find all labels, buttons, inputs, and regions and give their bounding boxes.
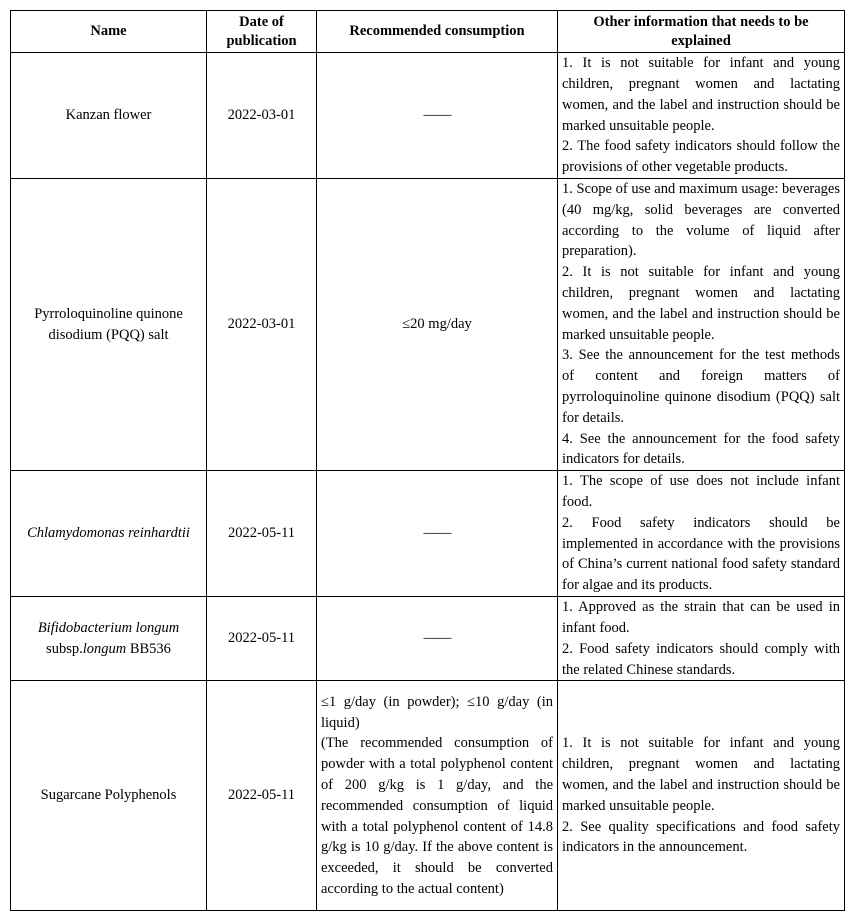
cell-date: 2022-05-11 <box>207 681 317 911</box>
info-item: 3. See the announcement for the test methods of content and foreign matters of pyrroloquinoline quinone disodium (PQQ) salt for details. <box>562 347 840 426</box>
cell-consumption <box>317 681 558 911</box>
consumption-line: (The recommended consumption of powder with a total polyphenol content of 200 g/kg is 1 g/day, and the recommended consumption of liquid with a total polyphenol content of 14.8 g/kg is 10 g/day. If the above content is exceeded, it should be converted according to the actual content) <box>321 735 553 898</box>
table-row <box>11 179 845 471</box>
info-item: 2. Food safety indicators should comply with the related Chinese standards. <box>562 640 840 678</box>
name-text: subsp. <box>46 640 83 657</box>
name-text: BB536 <box>126 640 171 657</box>
info-item: 1. It is not suitable for infant and young children, pregnant women and lactating women, and the label and instruction should be marked unsuitable people. <box>562 735 840 814</box>
name-text: Sugarcane Polyphenols <box>40 787 177 804</box>
info-item: 1. The scope of use does not include infant food. <box>562 473 840 511</box>
name-text: Kanzan flower <box>65 107 152 124</box>
name-text: Chlamydomonas reinhardtii <box>27 525 190 542</box>
cell-name <box>11 471 207 597</box>
cell-name <box>11 179 207 471</box>
table-row <box>11 681 845 911</box>
cell-name <box>11 53 207 179</box>
cell-date: 2022-03-01 <box>207 53 317 179</box>
cell-name <box>11 597 207 681</box>
cell-date: 2022-05-11 <box>207 597 317 681</box>
table-row <box>11 53 845 179</box>
name-text: Pyrroloquinoline quinone disodium (PQQ) salt <box>34 305 183 343</box>
header-other-info: Other information that needs to be explained <box>558 11 845 53</box>
consumption-line: ≤1 g/day (in powder); ≤10 g/day (in liquid) <box>321 693 553 731</box>
table-row <box>11 471 845 597</box>
header-name: Name <box>11 11 207 53</box>
info-item: 2. See quality specifications and food safety indicators in the announcement. <box>562 818 840 856</box>
cell-date: 2022-03-01 <box>207 179 317 471</box>
novel-food-table <box>10 10 845 911</box>
header-consumption: Recommended consumption <box>317 11 558 53</box>
info-item: 4. See the announcement for the food safety indicators for details. <box>562 430 840 468</box>
cell-name <box>11 681 207 911</box>
cell-consumption <box>317 53 558 179</box>
info-item: 2. It is not suitable for infant and young children, pregnant women and lactating women, and the label and instruction should be marked unsuitable people. <box>562 264 840 343</box>
dash-placeholder: —— <box>423 107 451 124</box>
info-item: 1. Scope of use and maximum usage: beverages (40 mg/kg, solid beverages are converted according to the volume of liquid after preparation). <box>562 181 840 260</box>
info-item: 2. The food safety indicators should follow the provisions of other vegetable products. <box>562 138 840 176</box>
cell-other-info <box>558 681 845 911</box>
cell-consumption <box>317 471 558 597</box>
cell-other-info <box>558 53 845 179</box>
table-row <box>11 597 845 681</box>
cell-other-info <box>558 597 845 681</box>
header-row <box>11 11 845 53</box>
info-item: 1. Approved as the strain that can be used in infant food. <box>562 599 840 636</box>
name-text-italic: Bifidobacterium longum <box>37 619 180 636</box>
dash-placeholder: —— <box>423 525 451 542</box>
header-date: Date of publication <box>207 11 317 53</box>
cell-consumption <box>317 597 558 681</box>
cell-consumption: ≤20 mg/day <box>317 179 558 471</box>
cell-date: 2022-05-11 <box>207 471 317 597</box>
cell-other-info <box>558 179 845 471</box>
info-item: 2. Food safety indicators should be implemented in accordance with the provisions of China’s current national food safety standard for algae and its products. <box>562 514 840 594</box>
cell-other-info <box>558 471 845 597</box>
name-text-italic: longum <box>82 640 127 657</box>
dash-placeholder: —— <box>423 630 451 647</box>
info-item: 1. It is not suitable for infant and young children, pregnant women and lactating women, and the label and instruction should be marked unsuitable people. <box>562 55 840 134</box>
